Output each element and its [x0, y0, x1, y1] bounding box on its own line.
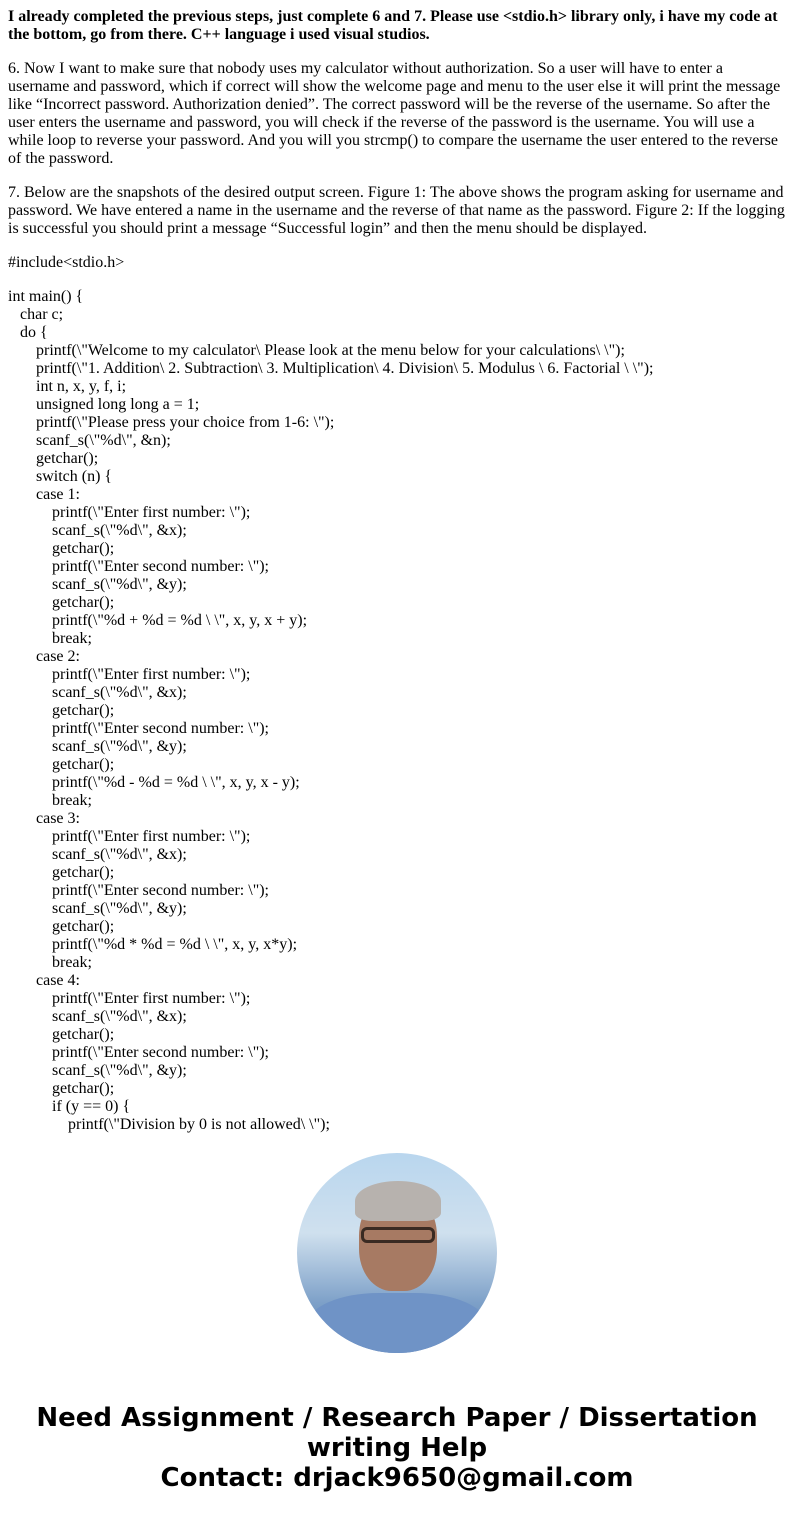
footer-banner: [0, 1403, 794, 1493]
code-line: printf(\"Enter second number: \");: [8, 558, 269, 575]
code-line: printf(\"1. Addition\ 2. Subtraction\ 3. Multiplication\ 4. Division\ 5. Modulus \ 6. Factorial \ \");: [8, 360, 654, 377]
code-line: scanf_s(\"%d\", &y);: [8, 900, 187, 917]
code-line: printf(\"%d - %d = %d \ \", x, y, x - y);: [8, 774, 300, 791]
code-line: printf(\"Enter first number: \");: [8, 666, 251, 683]
code-line: printf(\"Enter first number: \");: [8, 828, 251, 845]
photo-shirt: [307, 1293, 487, 1353]
code-line: scanf_s(\"%d\", &x);: [8, 522, 187, 539]
code-line: scanf_s(\"%d\", &y);: [8, 576, 187, 593]
code-line: scanf_s(\"%d\", &x);: [8, 1008, 187, 1025]
code-line: getchar();: [8, 1026, 115, 1043]
code-line: scanf_s(\"%d\", &y);: [8, 1062, 187, 1079]
author-photo: [297, 1153, 497, 1353]
photo-hair: [355, 1181, 441, 1221]
code-line: printf(\"Please press your choice from 1-6: \");: [8, 414, 335, 431]
code-line: getchar();: [8, 1080, 115, 1097]
code-line: printf(\"Enter second number: \");: [8, 1044, 269, 1061]
code-line: getchar();: [8, 918, 115, 935]
footer-help-text: Need Assignment / Research Paper / Dissertation writing Help: [36, 1403, 758, 1463]
code-line: switch (n) {: [8, 468, 113, 485]
code-line: case 3:: [8, 810, 80, 827]
code-line: break;: [8, 630, 92, 647]
code-line: getchar();: [8, 594, 115, 611]
code-line: scanf_s(\"%d\", &x);: [8, 846, 187, 863]
document: [8, 8, 788, 1150]
code-line: getchar();: [8, 702, 115, 719]
code-line: printf(\"Enter second number: \");: [8, 720, 269, 737]
code-line: int n, x, y, f, i;: [8, 378, 127, 395]
code-line: break;: [8, 792, 92, 809]
code-line: printf(\"%d * %d = %d \ \", x, y, x*y);: [8, 936, 298, 953]
step-7-text: 7. Below are the snapshots of the desired output screen. Figure 1: The above shows the program asking for username and password. We have entered a name in the username and the reverse of that name as the password. Figure 2: If the logging is successful you should print a message “Successful login” and then the menu should be displayed.: [8, 184, 785, 237]
code-line: scanf_s(\"%d\", &y);: [8, 738, 187, 755]
code-line: scanf_s(\"%d\", &n);: [8, 432, 171, 449]
code-line: if (y == 0) {: [8, 1098, 131, 1115]
code-line: case 1:: [8, 486, 80, 503]
code-line: unsigned long long a = 1;: [8, 396, 200, 413]
code-line: case 2:: [8, 648, 80, 665]
code-line: printf(\"Division by 0 is not allowed\ \");: [8, 1116, 330, 1133]
code-line: printf(\"%d + %d = %d \ \", x, y, x + y);: [8, 612, 308, 629]
code-line: char c;: [8, 306, 64, 323]
code-line: int main() {: [8, 288, 84, 305]
code-line: break;: [8, 954, 92, 971]
code-line: do {: [8, 324, 48, 341]
step-6-text: 6. Now I want to make sure that nobody uses my calculator without authorization. So a user will have to enter a username and password, which if correct will show the welcome page and menu to the user else it will print the message like “Incorrect password. Authorization denied”. The correct password will be the reverse of the username. So after the user enters the username and password, you will check if the reverse of the password is the username. You will use a while loop to reverse your password. And you will you strcmp() to compare the username the user entered to the reverse of the password.: [8, 60, 781, 167]
code-line: printf(\"Enter first number: \");: [8, 990, 251, 1007]
photo-glasses: [361, 1227, 435, 1243]
code-block: [8, 288, 788, 1150]
include-line: #include<stdio.h>: [8, 254, 125, 271]
code-line: getchar();: [8, 756, 115, 773]
code-line: printf(\"Welcome to my calculator\ Please look at the menu below for your calculations\ \");: [8, 342, 625, 359]
code-line: case 4:: [8, 972, 80, 989]
code-line: getchar();: [8, 864, 115, 881]
code-line: getchar();: [8, 450, 99, 467]
question-text: I already completed the previous steps, just complete 6 and 7. Please use <stdio.h> library only, i have my code at the bottom, go from there. C++ language i used visual studios.: [8, 8, 778, 43]
code-line: getchar();: [8, 540, 115, 557]
code-line: printf(\"Enter second number: \");: [8, 882, 269, 899]
footer-contact-text: Contact: drjack9650@gmail.com: [160, 1463, 634, 1493]
code-line: scanf_s(\"%d\", &x);: [8, 684, 187, 701]
code-line: printf(\"Enter first number: \");: [8, 504, 251, 521]
